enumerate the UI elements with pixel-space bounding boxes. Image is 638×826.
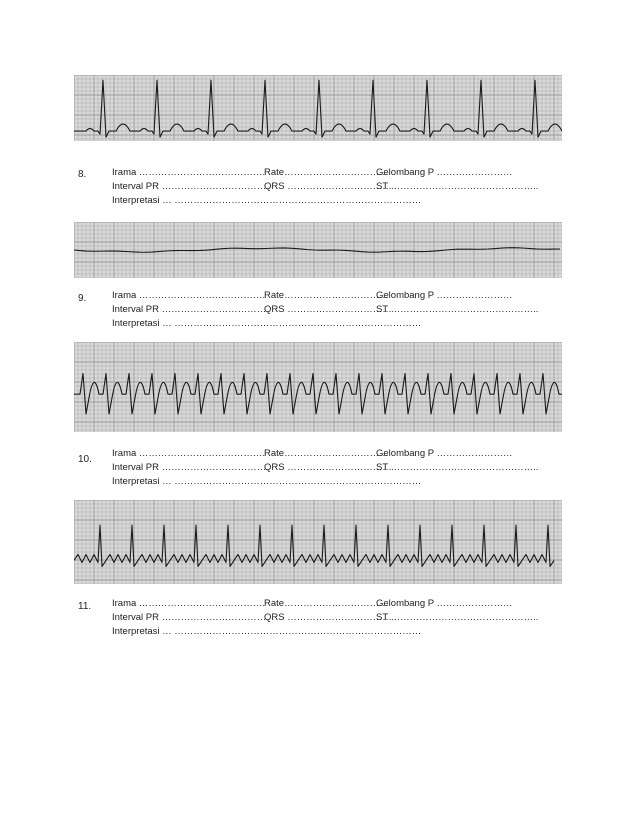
st-field: ST ……………………………………….. [376,181,539,192]
item-number: 8. [78,169,87,180]
irama-field: Irama …………………………………. [112,448,266,459]
interval-pr-field: Interval PR …………………………… [112,181,267,192]
item-number: 11. [78,601,92,612]
interval-pr-field: Interval PR …………………………… [112,462,267,473]
st-field: ST ……………………………………….. [376,612,539,623]
item-number: 9. [78,293,87,304]
st-field: ST ……………………………………….. [376,304,539,315]
qrs-field: QRS …………………………… [264,462,392,473]
qrs-field: QRS …………………………… [264,304,392,315]
gelombang-p-field: Gelombang P …………………… [376,448,513,459]
ecg-strip-1 [74,75,562,141]
ecg-strip-4 [74,500,562,584]
rate-field: Rate…………………………… [264,290,389,301]
qrs-field: QRS …………………………… [264,612,392,623]
item-number: 10. [78,454,92,465]
rate-field: Rate…………………………… [264,598,389,609]
interpretasi-field: Interpretasi … …………………………………………………………………… [112,476,422,487]
irama-field: Irama …………………………………. [112,290,266,301]
ecg-strip-2 [74,222,562,278]
interval-pr-field: Interval PR …………………………… [112,612,267,623]
st-field: ST ……………………………………….. [376,462,539,473]
interpretasi-field: Interpretasi … …………………………………………………………………… [112,626,422,637]
gelombang-p-field: Gelombang P …………………… [376,290,513,301]
ecg-strip-3 [74,342,562,432]
interpretasi-field: Interpretasi … …………………………………………………………………… [112,195,422,206]
rate-field: Rate…………………………… [264,448,389,459]
qrs-field: QRS …………………………… [264,181,392,192]
gelombang-p-field: Gelombang P …………………… [376,167,513,178]
rate-field: Rate…………………………… [264,167,389,178]
gelombang-p-field: Gelombang P …………………… [376,598,513,609]
interval-pr-field: Interval PR …………………………… [112,304,267,315]
irama-field: Irama …………………………………. [112,598,266,609]
interpretasi-field: Interpretasi … …………………………………………………………………… [112,318,422,329]
irama-field: Irama …………………………………. [112,167,266,178]
